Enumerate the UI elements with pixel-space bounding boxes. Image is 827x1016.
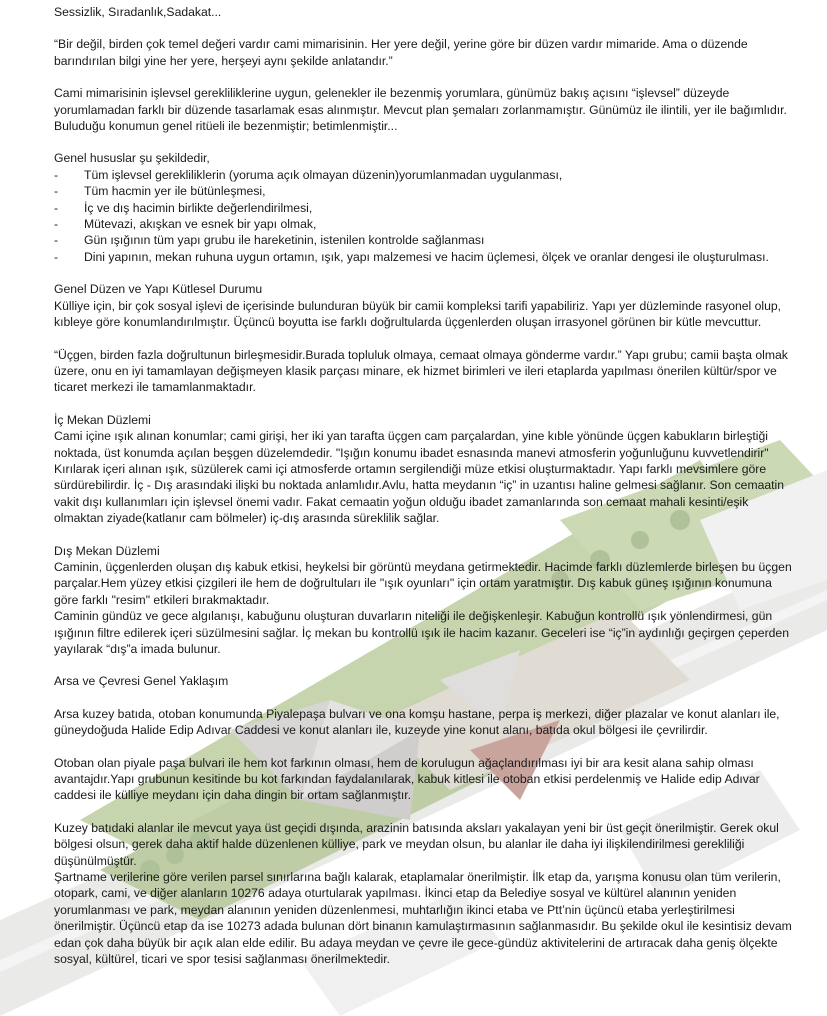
section-heading-interior: İç Mekan Düzlemi — [54, 412, 151, 427]
section-body-layout: Külliye için, bir çok sosyal işlevi de içerisinde bulunduran büyük bir camii kompleksi tarifi yapabiliriz. Yapı yer düzleminde rasyonel olup, kıbleye göre konumlandırılmıştır. Üçüncü boyutta ise farklı doğrultularda üçgenlerden oluşan irrasyonel görünen bir kütle mevcuttur. — [54, 298, 782, 330]
intro-paragraph: Cami mimarisinin işlevsel gerekliliklerine uygun, gelenekler ile bezenmiş yorumlara, günümüz bakış açısını “işlevsel” düzeyde yorumlamadan farklı bir düzende tasarlamak esas alınmıştır. Mevcut plan şemaları zorlanmamıştır. Günümüz ile ilintili, yer ile bağımlıdır. Buluduğu konumun genel ritüeli ile bezenmiştir; betimlenmiştir... — [54, 86, 787, 134]
site-paragraph-1: Arsa kuzey batıda, otoban konumunda Piyalepaşa bulvarı ve ona komşu hastane, perpa iş merkezi, diğer plazalar ve konut alanları ile, güneydoğuda Halide Edip Adıvar Caddesi ve konut alanları ile, kuzeyde yine konut alanı, batıda okul bölgesi ile çevrilirdir. — [54, 706, 780, 738]
document-body — [54, 4, 794, 968]
triangle-quote: “Üçgen, birden fazla doğrultunun birleşmesidir.Burada topluluk olmaya, cemaat olmaya gönderme vardır.” Yapı grubu; camii başta olmak üzere, onu en iyi tamamlayan değişmeyen klasik parçası minare, ek hizmet birimleri ve ileri etaplarda yapılması önerilen kültür/spor ve ticaret merkezi ile tamamlanmaktadır. — [54, 347, 788, 395]
section-heading-exterior: Dış Mekan Düzlemi — [54, 543, 160, 558]
section-body-exterior-1: Caminin, üçgenlerden oluşan dış kabuk etkisi, heykelsi bir görüntü meydana getirmektedir. Hacimde farklı düzlemlerde birleşen bu üçgen parçalar.Hem yüzey etkisi çizgileri ile hem de doğrultuları ile "ışık oyunları" için ortam yaratmıştır. Dış kabuk güneş ışığının konumuna göre farklı "resim" etkileri bırakmaktadır. — [54, 559, 792, 607]
section-body-exterior-2: Caminin gündüz ve gece algılanışı, kabuğunu oluşturan duvarların niteliği ile değişkenleşir. Kabuğun kontrollü ışık yönlendirmesi, gün ışığının filtre edilerek içeri süzülmesini sağlar. İç mekan bu kontrollü ışık ile hacim kazanır. Geceleri ise “iç”in aydınlığı geçirgen çeperden yayılarak “dış”a imada bulunur. — [54, 609, 789, 656]
page-title: Sessizlik, Sıradanlık,Sadakat... — [54, 5, 222, 19]
list-item: - İç ve dış hacimin birlikte değerlendirilmesi, — [54, 200, 794, 216]
general-heading: Genel hususlar şu şekildedir, — [54, 151, 210, 166]
general-list — [54, 167, 794, 265]
section-heading-layout: Genel Düzen ve Yapı Kütlesel Durumu — [54, 282, 263, 297]
section-body-interior: Cami içine ışık alınan konumlar; cami girişi, her iki yan tarafta üçgen cam parçalardan, yine kıble yönünde üçgen kabukların birleştiği noktada, üst konumda açılan beşgen düzelemdedir. "Işığın konumu ibadet esnasında manevi atmosferin yoğunluğunu kuvvetlendirir" Kırılarak içeri alınan ışık, süzülerek cami içi atmosferde ortamın sergilendiği müze etkisi oluşturmaktadır. Yapı farklı mevsimlere göre sürdürebilirdir. İç - Dış arasındaki ilişki bu noktada anlamlıdır.Avlu, hatta meydanın “iç” in uzantısı haline gelmesi sağlanır. Son cemaatin vakit dışı kullanımları için işlevsel önemi vadır. Fakat cemaatin yoğun olduğu ibadet zamanlarında son cemaat mahali kesinti/eşik olmaktan ziyade(katlanır cam bölmeler) iç-dış arasında süreklilik sağlar. — [54, 429, 785, 526]
list-item: - Gün ışığının tüm yapı grubu ile hareketinin, istenilen kontrolde sağlanması — [54, 232, 794, 248]
site-paragraph-4: Şartname verilerine göre verilen parsel sınırlarına bağlı kalarak, etaplamalar önerilmiştir. İlk etap da, yarışma konusu olan tüm verilerin, otopark, cami, ve diğer alanların 10276 adaya oturtularak yapılması. İkinci etap da Belediye sosyal ve kültürel alanının yeniden yorumlanması ve park, meydan alanının yeniden düzenlenmesi, muhtarlığın ikinci etaba ve Ptt’nin üçüncü etaba yerleştirilmesi önerilmiştir. Üçüncü etap da ise 10273 adada bulunan dört binanın kamulaştırmasının sağlanmasıdır. Bu şekilde okul ile kesintisiz devam edan çok daha büyük bir açık alan elde edilir. Bu adaya meydan ve çevre ile gece-gündüz aktivitelerini de artıracak daha geniş ölçekte sosyal, kültürel, ticari ve spor tesisi sağlanması önerilmektedir. — [54, 870, 792, 967]
opening-quote: “Bir değil, birden çok temel değeri vardır cami mimarisinin. Her yere değil, yerine göre bir düzen vardır mimaride. Ama o düzende barındırılan bilgi yine her yere, herşeyi aynı şekilde anlatandır.” — [54, 37, 748, 68]
list-item: - Tüm hacmin yer ile bütünleşmesi, — [54, 183, 794, 199]
list-item: - Dini yapının, mekan ruhuna uygun ortamın, ışık, yapı malzemesi ve hacim üçlemesi, ölçek ve oranlar dengesi ile oluşturulması. — [54, 249, 794, 265]
list-item: - Tüm işlevsel gerekliliklerin (yoruma açık olmayan düzenin)yorumlanmadan uygulanması, — [54, 167, 794, 183]
site-paragraph-2: Otoban olan piyale paşa bulvari ile hem kot farkının olması, hem de korulugun ağaçlandırılması iyi bir ara kesit alana sahip olması avantajdır.Yapı grubunun kesitinde bu kot farkından faydalanılarak, kabuk kitlesi ile otoban etkisi perdelenmiş ve Halide edip Adıvar caddesi ile külliye meydanı için daha dingin bir ortam sağlanmıştır. — [54, 755, 760, 803]
site-paragraph-3: Kuzey batıdaki alanlar ile mevcut yaya üst geçidi dışında, arazinin batısında aksları yakalayan yeni bir üst geçit önerilmiştir. Gerek okul bölgesi olsun, gerek daha aktif halde düzenlenen külliye, park ve meydan olsun, bu alanlar ile daha iyi ilişkilendirilmesi gerekliliği düşünülmüştür. — [54, 820, 779, 868]
list-item: - Mütevazi, akışkan ve esnek bir yapı olmak, — [54, 216, 794, 232]
section-heading-site: Arsa ve Çevresi Genel Yaklaşım — [54, 674, 229, 689]
